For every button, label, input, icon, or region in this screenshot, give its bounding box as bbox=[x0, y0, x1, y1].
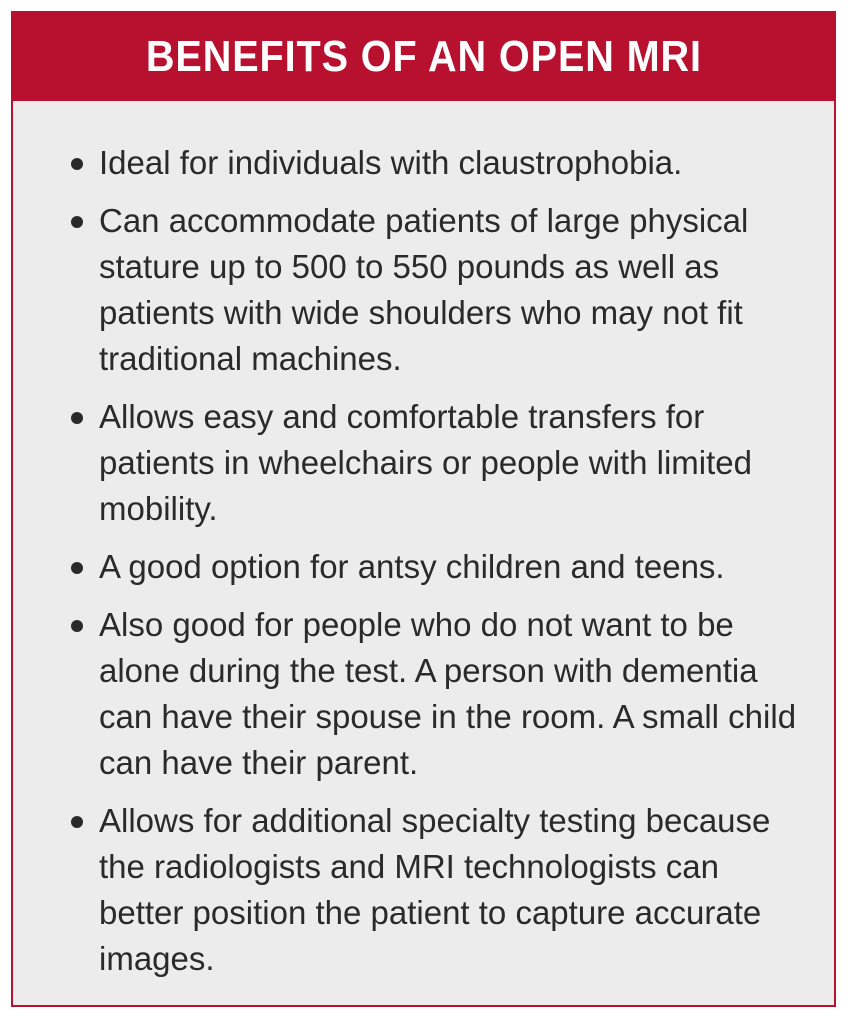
callout-title: BENEFITS OF AN OPEN MRI bbox=[145, 32, 702, 81]
list-item bbox=[71, 544, 801, 590]
list-item bbox=[71, 394, 801, 532]
bullet-icon bbox=[71, 544, 99, 574]
list-item-text: Allows easy and comfortable transfers for patients in wheelchairs or people with limited mobility. bbox=[99, 398, 753, 527]
benefits-list bbox=[71, 140, 801, 994]
list-item-text: Allows for additional specialty testing because the radiologists and MRI technologists can better position the patient to capture accurate images. bbox=[99, 802, 771, 977]
benefits-callout-box bbox=[11, 11, 836, 1007]
bullet-icon bbox=[71, 798, 99, 828]
bullet-icon bbox=[71, 198, 99, 228]
list-item bbox=[71, 198, 801, 382]
list-item bbox=[71, 798, 801, 982]
bullet-icon bbox=[71, 602, 99, 632]
bullet-icon bbox=[71, 394, 99, 424]
list-item-text: Also good for people who do not want to be alone during the test. A person with dementia can have their spouse in the room. A small child can have their parent. bbox=[99, 606, 797, 781]
callout-header bbox=[13, 13, 834, 101]
list-item-text: Can accommodate patients of large physical stature up to 500 to 550 pounds as well as patients with wide shoulders who may not fit traditional machines. bbox=[99, 202, 749, 377]
list-item bbox=[71, 602, 801, 786]
list-item-text: Ideal for individuals with claustrophobia. bbox=[99, 144, 683, 181]
list-item-text: A good option for antsy children and teens. bbox=[99, 548, 725, 585]
list-item bbox=[71, 140, 801, 186]
bullet-icon bbox=[71, 140, 99, 170]
